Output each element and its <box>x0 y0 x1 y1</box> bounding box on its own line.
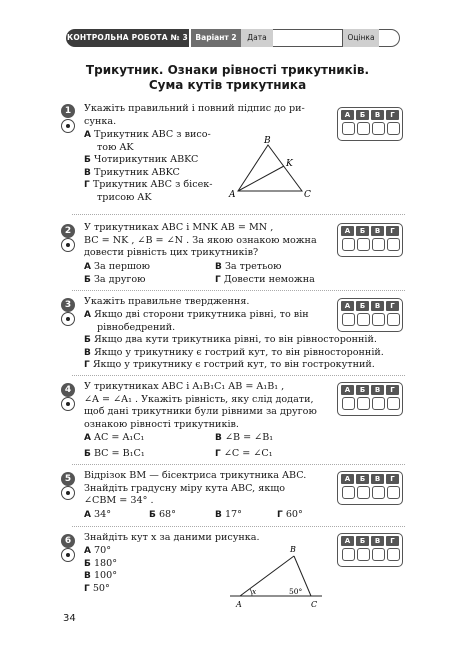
answer-letters <box>341 385 399 395</box>
page-title: Трикутник. Ознаки рівності трикутників. <box>85 63 370 77</box>
answer-letter: А <box>341 474 354 484</box>
answer-grid <box>337 382 403 416</box>
question-text: Укажіть правильний і повний підпис до ри- сунка. <box>84 103 305 127</box>
answer-letter: А <box>341 385 354 395</box>
answer-letter: В <box>371 536 384 546</box>
answer-checkbox[interactable] <box>372 238 385 251</box>
answer-letters <box>341 536 399 546</box>
answer-grid <box>337 223 403 257</box>
option-b[interactable]: Б Якщо два кути трикутника рівні, то він рівносторонній. <box>84 334 377 345</box>
option-a[interactable]: А За першою <box>84 261 151 272</box>
option-a[interactable]: А AC = A₁C₁ <box>84 432 145 443</box>
question-number: 4 <box>61 383 75 397</box>
answer-letter: Г <box>386 385 399 395</box>
answer-checkbox[interactable] <box>372 397 385 410</box>
option-d[interactable]: Г 50° <box>84 582 110 594</box>
answer-letters <box>341 301 399 311</box>
date-field[interactable] <box>273 29 343 47</box>
angle-label: x <box>252 587 257 596</box>
answer-letter: Г <box>386 301 399 311</box>
option-d[interactable]: Г Якщо у трикутнику є гострий кут, то він гострокутний. <box>84 359 375 370</box>
divider <box>72 464 405 465</box>
answer-checkbox[interactable] <box>342 548 355 561</box>
question-number: 3 <box>61 298 75 312</box>
question-number: 1 <box>61 104 75 118</box>
option-list <box>84 545 184 595</box>
answer-letter: А <box>341 536 354 546</box>
option-d[interactable]: Г Довести неможна <box>215 274 315 285</box>
grade-field[interactable] <box>379 29 400 47</box>
option-d[interactable]: Г Трикутник ABC з бісек- <box>84 179 213 190</box>
answer-letter: Г <box>386 536 399 546</box>
answer-checkbox[interactable] <box>357 486 370 499</box>
answer-checkbox[interactable] <box>372 122 385 135</box>
variant-label: Варіант 2 <box>191 29 241 47</box>
answer-letter: В <box>371 301 384 311</box>
test-label: КОНТРОЛЬНА РОБОТА № 3 <box>66 29 189 47</box>
answer-checkbox[interactable] <box>387 548 400 561</box>
vertex-label: B <box>264 136 271 146</box>
question-text: Знайдіть кут x за даними рисунка. <box>84 532 260 543</box>
answer-checkbox[interactable] <box>387 486 400 499</box>
bullet-icon <box>61 486 75 500</box>
answer-grid <box>337 533 403 567</box>
option-b[interactable]: Б За другою <box>84 274 146 285</box>
answer-letter: Г <box>386 474 399 484</box>
option-a[interactable]: А Якщо дві сторони трикутника рівні, то він <box>84 309 309 320</box>
option-b[interactable]: Б 180° <box>84 557 118 569</box>
answer-checkbox[interactable] <box>372 313 385 326</box>
answer-letter: Б <box>356 226 369 236</box>
answer-checkbox[interactable] <box>357 122 370 135</box>
answer-letter: А <box>341 226 354 236</box>
answer-checkbox[interactable] <box>342 313 355 326</box>
answer-letter: Б <box>356 301 369 311</box>
vertex-label: A <box>229 190 236 200</box>
answer-letters <box>341 226 399 236</box>
grade-label: Оцінка <box>343 29 379 47</box>
header-strip <box>66 29 401 47</box>
divider <box>72 214 405 215</box>
answer-letter: Г <box>386 110 399 120</box>
answer-checkbox[interactable] <box>357 313 370 326</box>
option-d[interactable]: Г ∠C = ∠C₁ <box>215 448 273 459</box>
bullet-icon <box>61 119 75 133</box>
triangle-figure <box>226 133 326 201</box>
question-number: 2 <box>61 224 75 238</box>
question-text: Укажіть правильне твердження. <box>84 296 250 307</box>
answer-checkbox[interactable] <box>342 486 355 499</box>
answer-checkbox[interactable] <box>372 548 385 561</box>
answer-checkbox[interactable] <box>342 238 355 251</box>
answer-letter: Б <box>356 474 369 484</box>
option-list: А Якщо дві сторони трикутника рівні, то він рівнобедрений. Б Якщо два кути трикутника рівні, то він рівносторонній. В Якщо у трикутнику є гострий кут, то він рівносторонній. Г Якщо у трикутнику є гострий кут, то він гострокутний. <box>84 309 404 372</box>
question-text: Відрізок BM — бісектриса трикутника ABC. Знайдіть градусну міру кута ABC, якщо ∠CBM = 34° . <box>84 470 307 506</box>
divider <box>72 290 405 291</box>
answer-letter: В <box>371 385 384 395</box>
question-number: 5 <box>61 472 75 486</box>
page-number: 34 <box>63 613 76 624</box>
bullet-icon <box>61 312 75 326</box>
answer-grid <box>337 107 403 141</box>
option-a[interactable]: А 70° <box>84 545 112 556</box>
option-b[interactable]: Б BC = B₁C₁ <box>84 448 145 459</box>
answer-letter: Б <box>356 385 369 395</box>
answer-checkbox[interactable] <box>387 313 400 326</box>
option-c[interactable]: В 17° <box>215 509 242 520</box>
answer-checkbox[interactable] <box>387 238 400 251</box>
answer-checkbox[interactable] <box>372 486 385 499</box>
answer-letter: Г <box>386 226 399 236</box>
option-a[interactable]: А 34° <box>84 509 112 520</box>
answer-letter: В <box>371 110 384 120</box>
answer-letters <box>341 474 399 484</box>
option-c[interactable]: В Якщо у трикутнику є гострий кут, то він рівносторонній. <box>84 346 384 358</box>
page-subtitle: Сума кутів трикутника <box>148 78 307 92</box>
vertex-label: K <box>286 159 293 169</box>
date-label: Дата <box>241 29 273 47</box>
answer-letter: В <box>371 226 384 236</box>
option-b[interactable]: Б 68° <box>149 509 176 520</box>
answer-checkbox[interactable] <box>342 122 355 135</box>
option-b[interactable]: Б Чотирикутник ABKC <box>84 154 199 165</box>
vertex-label: B <box>290 545 296 554</box>
option-c[interactable]: В Трикутник ABKC <box>84 166 180 178</box>
answer-checkbox[interactable] <box>387 397 400 410</box>
option-c[interactable]: В За третьою <box>215 261 282 272</box>
answer-checkbox[interactable] <box>357 238 370 251</box>
divider <box>72 375 405 376</box>
answer-checkbox[interactable] <box>357 397 370 410</box>
option-c[interactable]: В 100° <box>84 570 118 581</box>
answer-letter: А <box>341 110 354 120</box>
answer-letter: Б <box>356 110 369 120</box>
answer-letter: В <box>371 474 384 484</box>
bullet-icon <box>61 548 75 562</box>
option-c[interactable]: В ∠B = ∠B₁ <box>215 432 274 443</box>
vertex-label: C <box>311 600 318 609</box>
question-text: У трикутниках ABC і MNK AB = MN , BC = NK , ∠B = ∠N . За якою ознакою можна довести рівність цих трикутників? <box>84 222 317 258</box>
vertex-label: C <box>304 190 311 200</box>
option-d[interactable]: Г 60° <box>277 509 303 520</box>
answer-checkbox[interactable] <box>342 397 355 410</box>
question-text: У трикутниках ABC і A₁B₁C₁ AB = A₁B₁ , ∠A = ∠A₁ . Укажіть рівність, яку слід додати, щоб дані трикутники були рівними за другою ознакою рівності трикутників. <box>84 381 317 430</box>
answer-letter: Б <box>356 536 369 546</box>
answer-letters <box>341 110 399 120</box>
answer-grid <box>337 471 403 505</box>
angle-label: 50° <box>289 587 303 596</box>
bullet-icon <box>61 397 75 411</box>
answer-grid <box>337 298 403 332</box>
answer-checkbox[interactable] <box>387 122 400 135</box>
answer-letter: А <box>341 301 354 311</box>
option-list: А Трикутник ABC з висо- тою AK Б Чотирикутник ABKC В Трикутник ABKC Г Трикутник ABC з бісек- трисою AK <box>84 129 234 204</box>
triangle-figure <box>226 540 326 612</box>
divider <box>72 526 405 527</box>
vertex-label: A <box>236 600 242 609</box>
bullet-icon <box>61 238 75 252</box>
answer-checkbox[interactable] <box>357 548 370 561</box>
question-number: 6 <box>61 534 75 548</box>
option-a[interactable]: А Трикутник ABC з висо- <box>84 129 211 140</box>
